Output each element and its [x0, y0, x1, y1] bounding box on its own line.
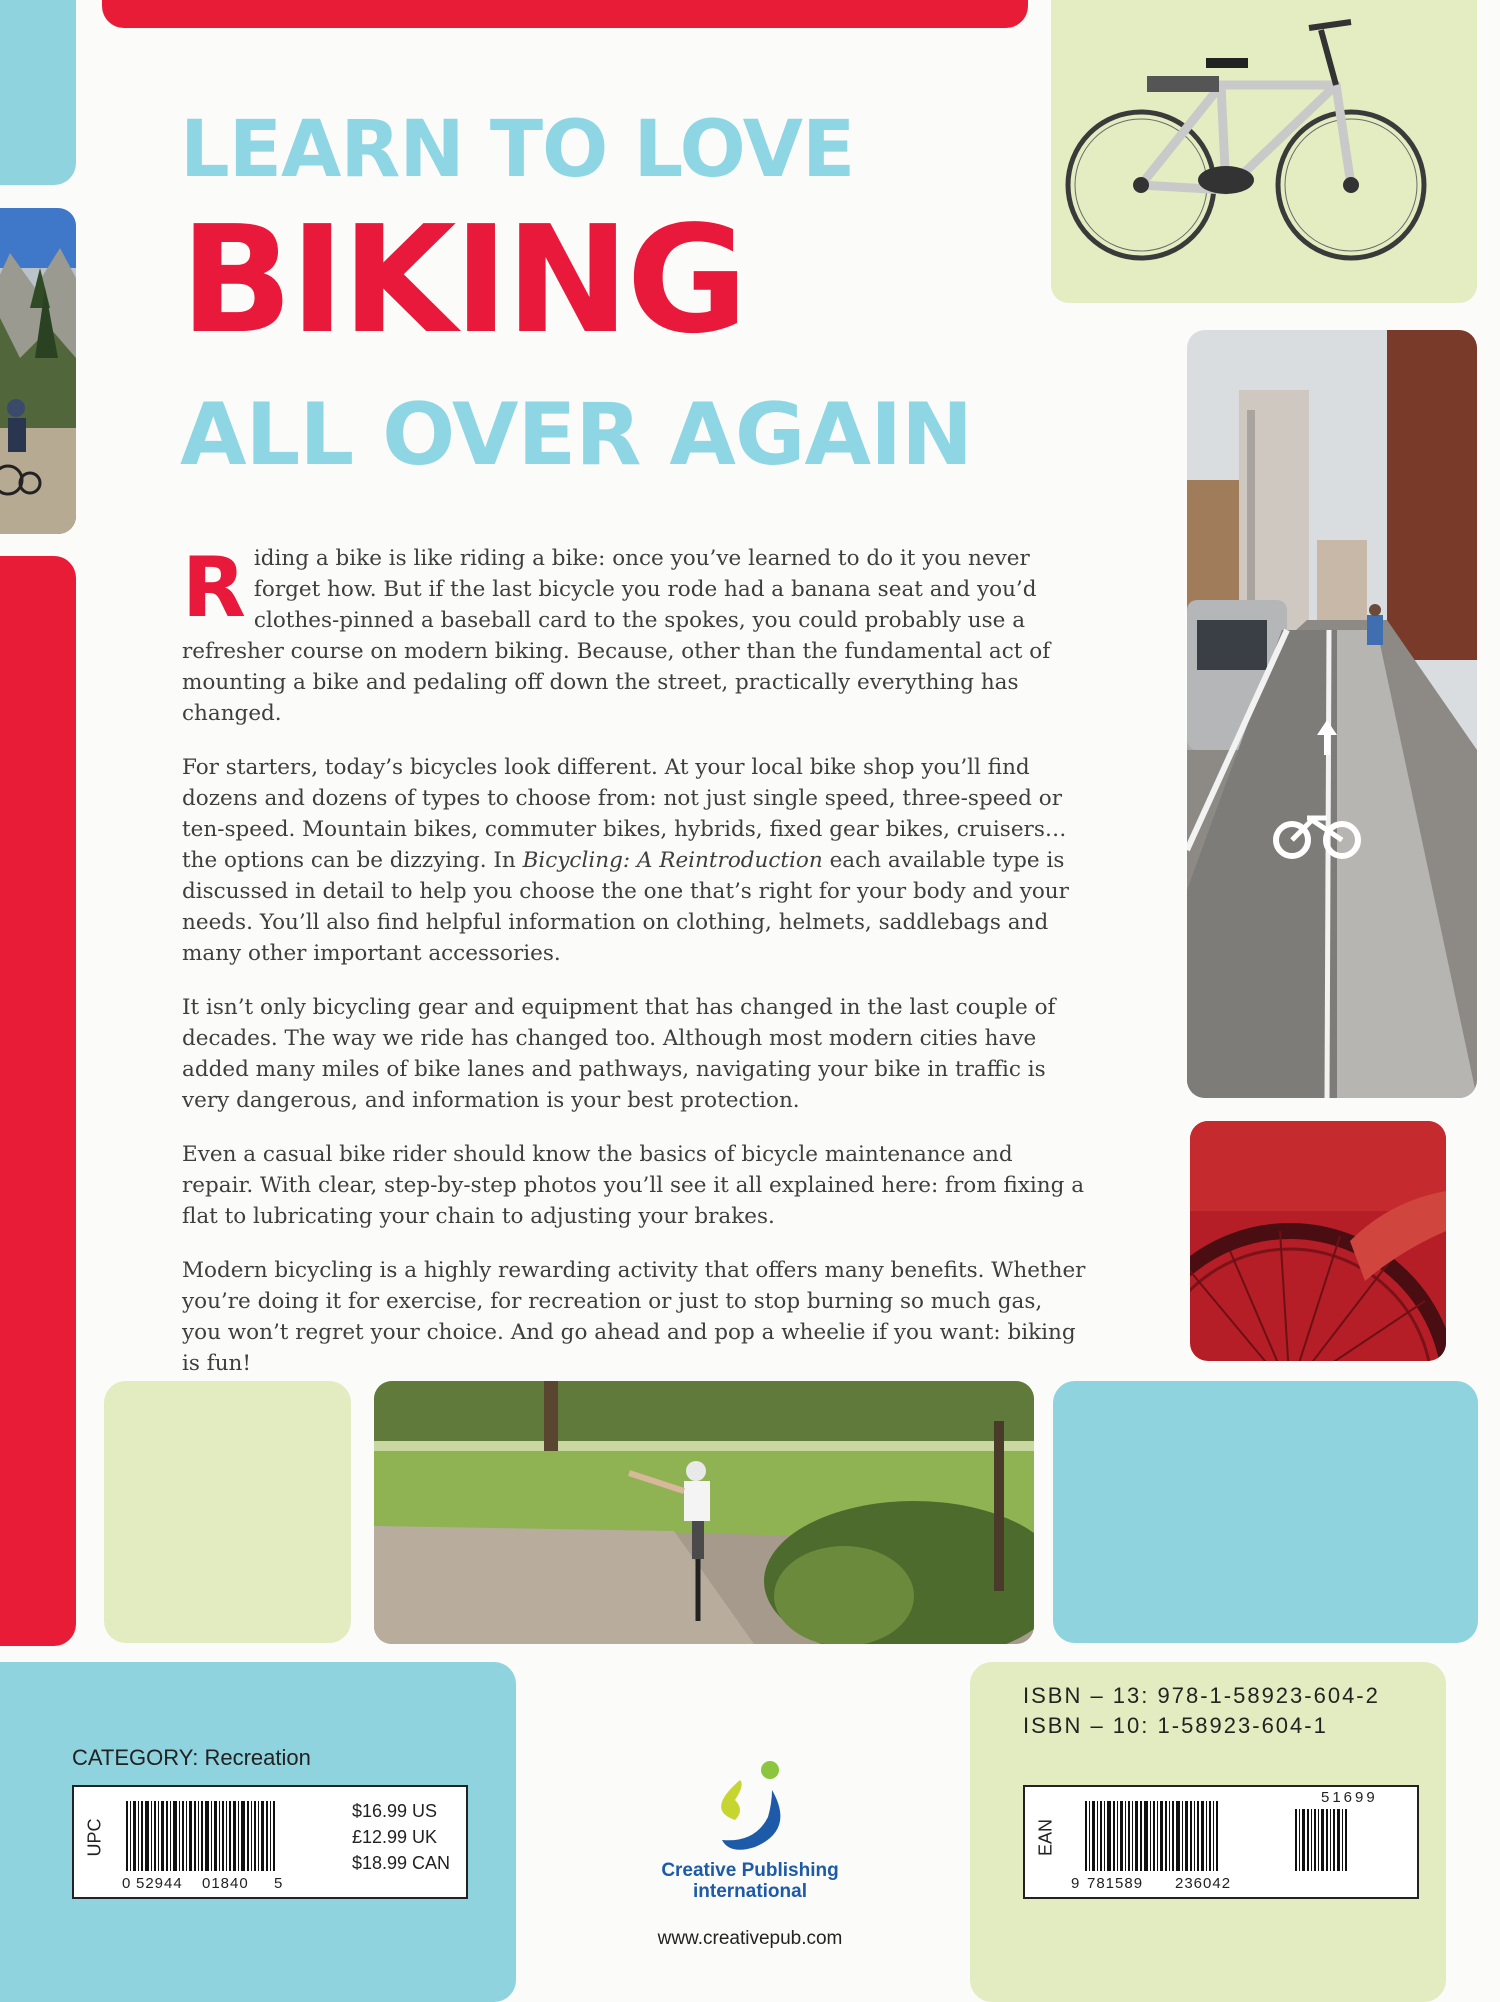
ean-addon-barcode [1295, 1809, 1349, 1871]
ean-barcode-box [1023, 1785, 1419, 1899]
publisher-name [630, 1860, 870, 1902]
upc-side-label: UPC [84, 1818, 105, 1857]
paragraph-4: Even a casual bike rider should know the basics of bicycle maintenance and repair. With clear, step-by-step photos you’ll see it all explained here: from fixing a flat to lubricating your chain to adjusting your brakes. [182, 1142, 1085, 1229]
ean-digit-first: 9 [1071, 1875, 1081, 1892]
bottom-lime-block-left [104, 1381, 351, 1643]
publisher-name-line-1: Creative Publishing [661, 1860, 839, 1881]
price-can: $18.99 CAN [352, 1853, 451, 1873]
paragraph-5: Modern bicycling is a highly rewarding activity that offers many benefits. Whether you’re doing it for exercise, for recreation or just to stop burning so much gas, you won’t regret your choice. And go ahead and pop a wheelie if you want: biking is fun! [182, 1258, 1086, 1376]
publisher-website: www.creativepub.com [657, 1928, 843, 1949]
paragraph-2 [182, 752, 1087, 969]
isbn-13: ISBN – 13: 978-1-58923-604-2 [1023, 1683, 1380, 1708]
headline-line-1: LEARN TO LOVE [180, 105, 855, 195]
headline-line-3: ALL OVER AGAIN [180, 385, 973, 485]
paragraph-3: It isn’t only bicycling gear and equipment that has changed in the last couple of decades. The way we ride has changed too. Although most modern cities have added many miles of bike lanes and pathways, navigating your bike in traffic is very dangerous, and information is your best protection. [182, 995, 1056, 1113]
book-title-italic: Bicycling: A Reintroduction [522, 848, 823, 873]
ean-digits-mid: 781589 [1087, 1875, 1144, 1892]
left-cyan-block [0, 0, 76, 185]
price-us: $16.99 US [352, 1801, 438, 1821]
bike-wheel-photo [1190, 1121, 1446, 1361]
publisher-logo [700, 1755, 800, 1855]
description-text [182, 539, 1087, 1402]
upc-digit-end: 5 [274, 1875, 284, 1892]
ean-barcode [1085, 1801, 1220, 1871]
publisher-name-line-2: international [692, 1881, 807, 1902]
child-cyclist-park-photo [374, 1381, 1034, 1644]
mountain-biker-photo [0, 208, 76, 534]
price-uk: £12.99 UK [352, 1827, 438, 1847]
ean-digits-right: 236042 [1175, 1875, 1232, 1892]
paragraph-1 [182, 539, 1087, 729]
category-label-value: Recreation [204, 1745, 311, 1770]
bottom-cyan-block-right [1053, 1381, 1478, 1643]
paragraph-2-text-a: For starters, today’s bicycles look different. At your local bike shop you’ll find dozens and dozens of types to choose from: not just single speed, three-speed or ten-speed. Mountain bikes, commuter bikes, hybrids, fixed gear bikes, cruisers… the options can be dizzying. In [182, 755, 1067, 873]
category-label [72, 1745, 311, 1771]
upc-digit-left: 0 [122, 1875, 132, 1892]
bike-lane-street-photo [1187, 330, 1477, 1098]
publisher-swirl-icon [700, 1755, 800, 1855]
upc-barcode [126, 1801, 277, 1871]
paragraph-1-text: iding a bike is like riding a bike: once you’ve learned to do it you never forget how. But if the last bicycle you rode had a banana seat and you’d clothes-pinned a baseball card to the spokes, you could probably use a refresher course on modern biking. Because, other than the fundamental act of mounting a bike and pedaling off down the street, practically everything has changed. [182, 546, 1051, 726]
headline-line-2: BIKING [180, 194, 745, 366]
upc-digits-right: 01840 [202, 1875, 249, 1892]
paragraph-2-text-b: each available type is discussed in detail to help you choose the one that’s right for your body and your needs. You’ll also find helpful information on clothing, helmets, saddlebags and many other important accessories. [182, 848, 1069, 966]
ean-side-label: EAN [1035, 1819, 1056, 1857]
bicycle-photo [1051, 0, 1477, 303]
upc-barcode-box [72, 1785, 468, 1899]
top-red-block [102, 0, 1028, 28]
category-label-key: CATEGORY: [72, 1745, 199, 1770]
isbn-10: ISBN – 10: 1-58923-604-1 [1023, 1713, 1328, 1738]
left-red-block [0, 556, 76, 1646]
drop-cap: R [182, 539, 246, 636]
upc-digits-mid: 52944 [136, 1875, 183, 1892]
ean-addon-digits: 51699 [1321, 1789, 1378, 1806]
